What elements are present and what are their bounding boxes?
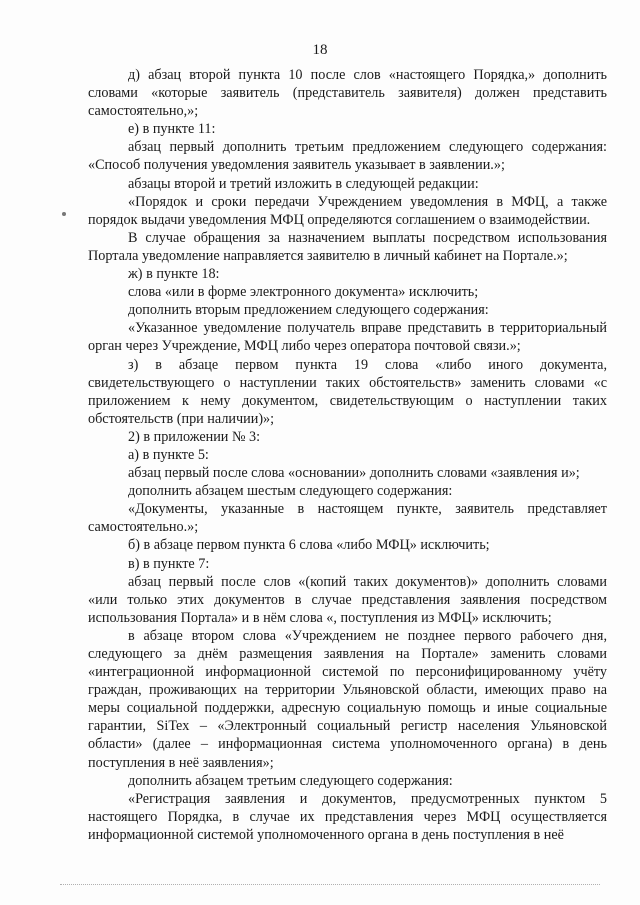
paragraph: «Порядок и сроки передачи Учреждением уведомления в МФЦ, а также порядок выдачи уведомления МФЦ определяются соглашением о взаимодействии. [88, 193, 607, 228]
paragraph: «Регистрация заявления и документов, предусмотренных пунктом 5 настоящего Порядка, в случае их представления через МФЦ осуществляется информационной системой уполномоченного органа в день поступления в неё [88, 790, 607, 843]
paragraph: слова «или в форме электронного документа» исключить; [128, 284, 479, 301]
paragraph: а) в пункте 5: [128, 446, 209, 463]
paragraph: е) в пункте 11: [128, 121, 216, 138]
paragraph: абзац первый дополнить третьим предложением следующего содержания: «Способ получения уведомления заявитель указывает в заявлении.»; [88, 139, 607, 174]
paragraph: «Документы, указанные в настоящем пункте, заявитель представляет самостоятельно.»; [88, 501, 607, 536]
document-body [88, 66, 607, 844]
page-number: 18 [312, 42, 328, 58]
paragraph: б) в абзаце первом пункта 6 слова «либо МФЦ» исключить; [128, 537, 490, 554]
paragraph: «Указанное уведомление получатель вправе представить в территориальный орган через Учреждение, МФЦ либо через оператора почтовой связи.»; [88, 320, 607, 355]
paragraph: в) в пункте 7: [128, 555, 210, 572]
paragraph: в абзаце втором слова «Учреждением не позднее первого рабочего дня, следующего за днём размещения заявления на Портале» заменить словами «интеграционной информационной системой по персонифицированному учёту граждан, проживающих на территории Ульяновской области, имеющих право на меры социальной поддержки, адресную социальную помощь и иные социальные гарантии, SiTex – «Электронный социальный регистр населения Ульяновской области» (далее – информационная система уполномоченного органа) в день поступления в неё заявления»; [88, 627, 607, 771]
paragraph: В случае обращения за назначением выплаты посредством использования Портала уведомление направляется заявителю в личный кабинет на Портале.»; [88, 229, 607, 264]
paragraph: абзац первый после слова «основании» дополнить словами «заявления и»; [128, 465, 580, 482]
margin-mark [62, 212, 66, 216]
paragraph: дополнить абзацем шестым следующего содержания: [128, 483, 453, 500]
paragraph: д) абзац второй пункта 10 после слов «настоящего Порядка,» дополнить словами «которые заявитель (представитель заявителя) должен представить самостоятельно,»; [88, 67, 607, 120]
paragraph: ж) в пункте 18: [128, 266, 220, 283]
paragraph: з) в абзаце первом пункта 19 слова «либо иного документа, свидетельствующего о наступлении таких обстоятельств» заменить словами «с приложением к нему документом, свидетельствующим о наступлении таких обстоятельств (при наличии)»; [88, 356, 607, 427]
paragraph: 2) в приложении № 3: [128, 428, 261, 445]
paragraph: дополнить абзацем третьим следующего содержания: [128, 772, 453, 789]
paragraph: абзацы второй и третий изложить в следующей редакции: [128, 175, 479, 192]
paragraph: абзац первый после слов «(копий таких документов)» дополнить словами «или только этих документов в случае представления заявления посредством использования Портала» и в нём слова «, поступления из МФЦ» исключить; [88, 573, 607, 626]
scan-edge-artifact [60, 884, 600, 885]
paragraph: дополнить вторым предложением следующего содержания: [128, 302, 489, 319]
